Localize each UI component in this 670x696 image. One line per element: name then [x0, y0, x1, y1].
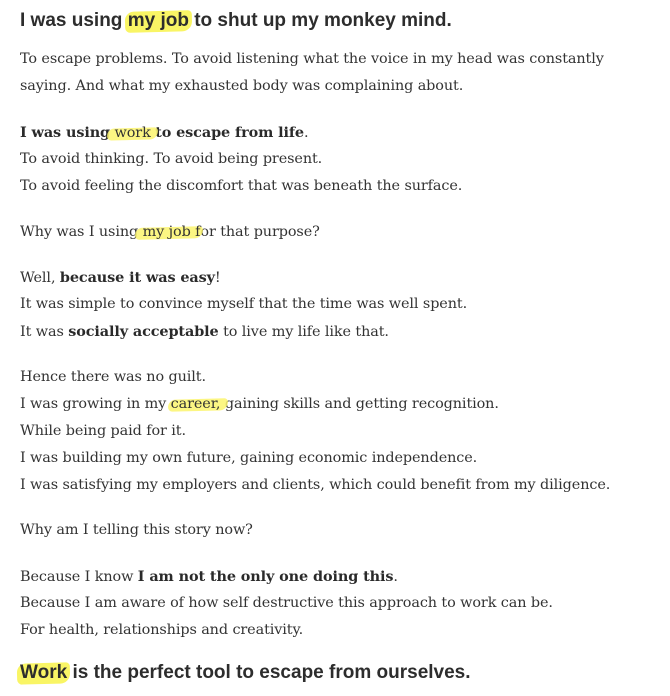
highlight-career: career, [170, 396, 225, 412]
paragraph-because-easy [20, 264, 467, 345]
paragraph-why-now [20, 517, 253, 544]
paragraph-line [20, 318, 467, 345]
bold-text: I am not the only one doing this [137, 568, 394, 585]
paragraph-line: For health, relationships and creativity. [20, 622, 304, 638]
punctuation: ! [214, 270, 221, 286]
paragraph-line [20, 391, 610, 418]
text-run: Well, [20, 270, 60, 286]
text-run: It was [20, 324, 69, 340]
paragraph-escape-problems [20, 46, 604, 100]
text-run: to live my life like that. [218, 324, 389, 340]
section-heading-top [20, 8, 452, 34]
heading-top-text-b: to shut up my monkey mind. [188, 10, 452, 31]
paragraph-line: To avoid feeling the discomfort that was beneath the surface. [20, 178, 463, 194]
paragraph-line: I was satisfying my employers and clients, which could benefit from my diligence. [20, 477, 611, 493]
paragraph-line: While being paid for it. [20, 423, 186, 439]
heading-bottom-text: is the perfect tool to escape from ourselves. [67, 662, 471, 683]
heading-top-text-a: I was using [20, 10, 128, 31]
paragraph-line [20, 219, 320, 246]
highlight-work: work [110, 125, 156, 141]
text-run: gaining skills and getting recognition. [224, 396, 499, 412]
bold-text: to escape from life [155, 124, 304, 141]
highlight-my-job-inline: my job f [138, 224, 201, 240]
paragraph-line: Why am I telling this story now? [20, 522, 253, 538]
bold-text: because it was easy [59, 269, 215, 286]
paragraph-line: It was simple to convince myself that the time was well spent. [20, 296, 468, 312]
paragraph-line [20, 119, 462, 146]
paragraph-line [20, 264, 467, 291]
paragraph-no-guilt [20, 364, 610, 499]
paragraph-line [20, 563, 553, 590]
highlight-my-job: my job [127, 10, 189, 31]
text-run: I was growing in my [20, 396, 171, 412]
paragraph-not-only-one [20, 563, 553, 644]
text-run: or that purpose? [200, 224, 320, 240]
paragraph-line: I was building my own future, gaining economic independence. [20, 450, 478, 466]
bold-text: I was using [20, 124, 111, 141]
text-run: Because I know [20, 569, 138, 585]
paragraph-why-question [20, 219, 320, 246]
paragraph-line: saying. And what my exhausted body was complaining about. [20, 78, 464, 94]
section-heading-bottom [20, 660, 471, 686]
paragraph-escape-life [20, 119, 462, 200]
bold-text: socially acceptable [68, 323, 219, 340]
paragraph-line: Because I am aware of how self destructive this approach to work can be. [20, 595, 553, 611]
punctuation: . [304, 125, 309, 141]
paragraph-line: To escape problems. To avoid listening what the voice in my head was constantly [20, 51, 604, 67]
paragraph-line: To avoid thinking. To avoid being present. [20, 151, 323, 167]
punctuation: . [393, 569, 398, 585]
highlight-work-heading: Work [20, 662, 68, 683]
paragraph-line: Hence there was no guilt. [20, 369, 206, 385]
text-run: Why was I using [20, 224, 139, 240]
